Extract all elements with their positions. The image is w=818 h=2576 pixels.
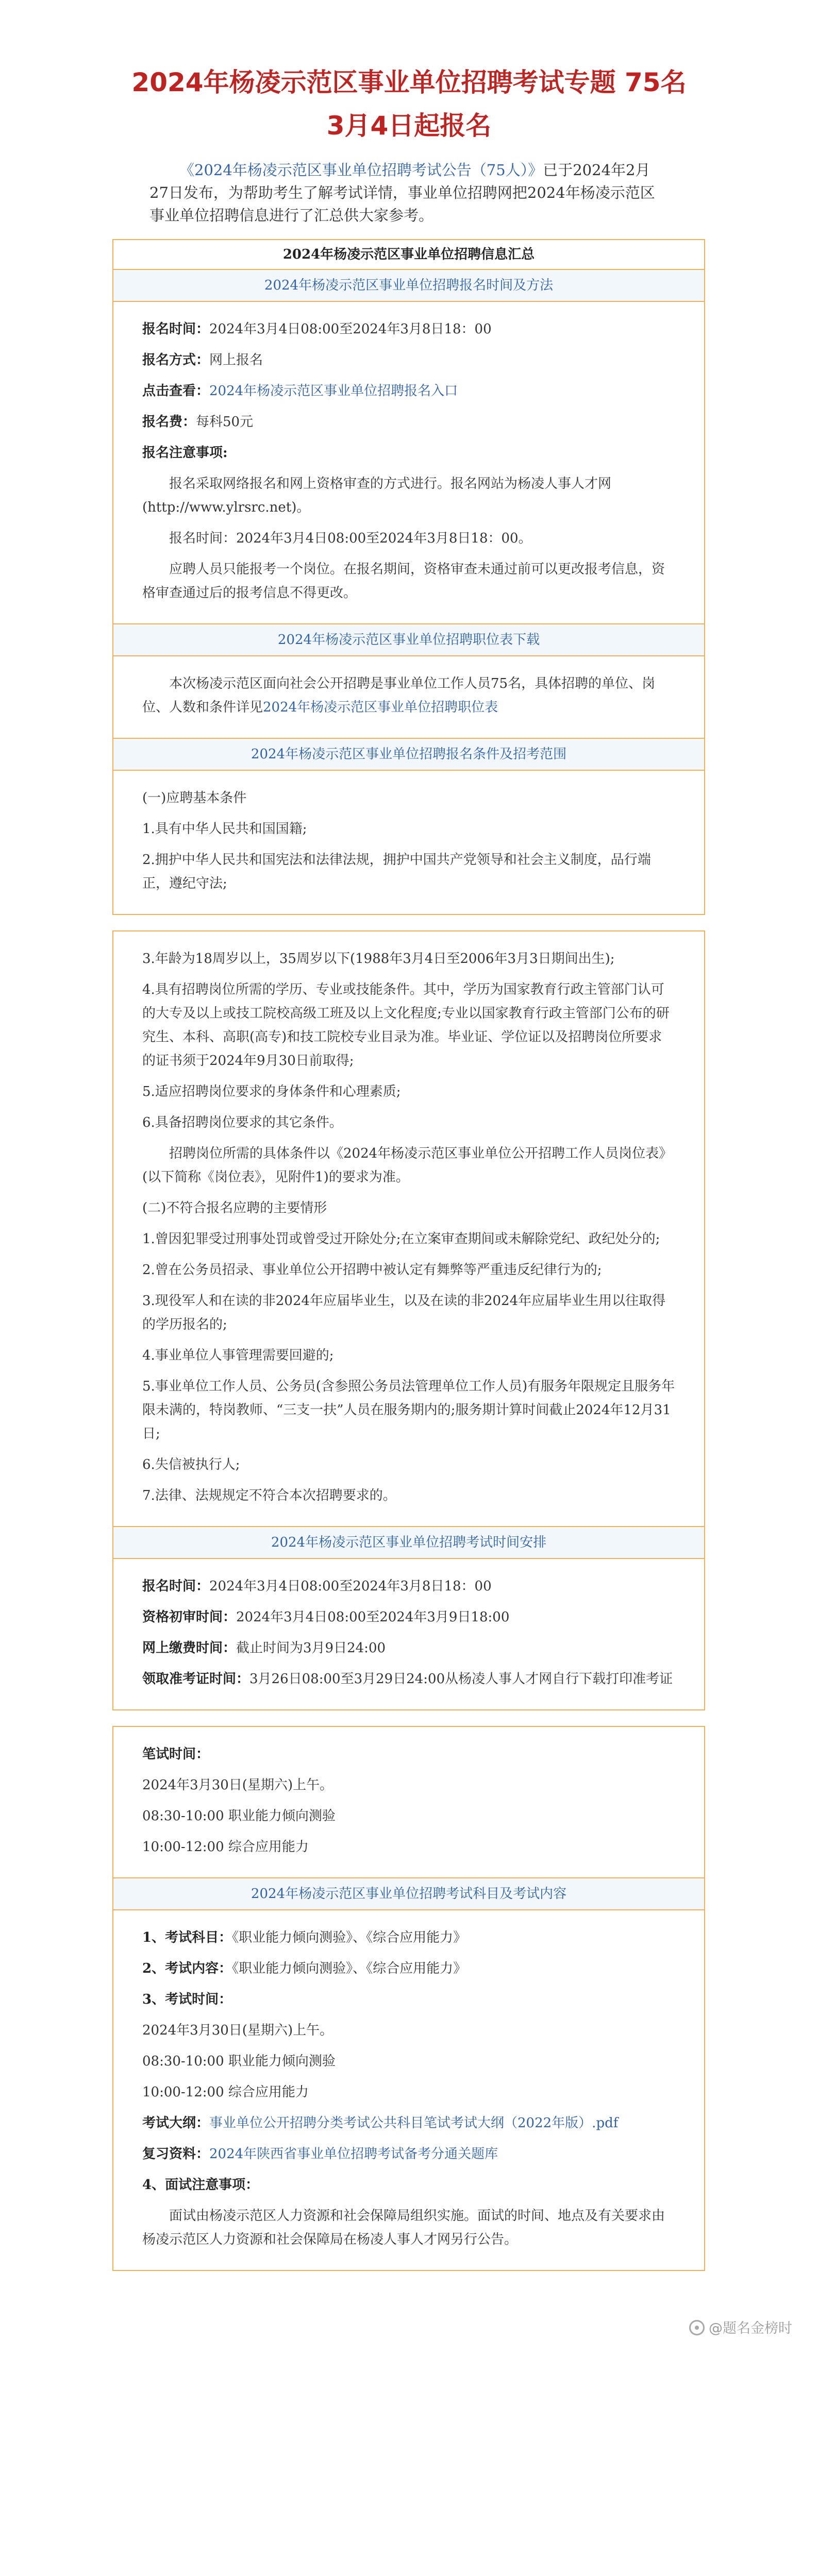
condition-detail: 招聘岗位所需的具体条件以《2024年杨凌示范区事业单位公开招聘工作人员岗位表》(以下简称《岗位表》，见附件1)的要求为准。	[142, 1146, 673, 1185]
watermark-text: @题名金榜时	[709, 2320, 792, 2336]
conditions-content	[113, 771, 704, 914]
schedule-admission-ticket: 领取准考证时间：3月26日08:00至3月29日24:00从杨凌人事人才网自行下载打印准考证	[142, 1671, 673, 1687]
condition-6: 6.具备招聘岗位要求的其它条件。	[142, 1115, 343, 1130]
schedule-payment: 网上缴费时间：截止时间为3月9日24:00	[142, 1640, 386, 1656]
registration-note-1: 报名采取网络报名和网上资格审查的方式进行。报名网站为杨凌人事人才网(http://www.ylrsrc.net)。	[142, 476, 612, 515]
page-title-line2: 3月4日起报名	[326, 111, 492, 141]
exam-content: 2、考试内容：《职业能力倾向测验》、《综合应用能力》	[142, 1961, 467, 1976]
exam-time-date: 2024年3月30日(星期六)上午。	[142, 2023, 333, 2038]
page-title-line1: 2024年杨凌示范区事业单位招聘考试专题 75名	[131, 67, 687, 97]
exclusions-title: (二)不符合报名应聘的主要情形	[142, 1200, 327, 1216]
conditions-title: (一)应聘基本条件	[142, 790, 247, 806]
exam-time-session-1: 08:30-10:00 职业能力倾向测验	[142, 2054, 336, 2069]
registration-notes-title: 报名注意事项:	[142, 445, 228, 461]
exclusion-6: 6.失信被执行人;	[142, 1457, 240, 1472]
exclusion-4: 4.事业单位人事管理需要回避的;	[142, 1348, 334, 1363]
condition-5: 5.适应招聘岗位要求的身体条件和心理素质;	[142, 1084, 401, 1099]
summary-header: 2024年杨凌示范区事业单位招聘信息汇总	[113, 240, 704, 270]
condition-2: 2.拥护中华人民共和国宪法和法律法规，拥护中国共产党领导和社会主义制度，品行端正，遵纪守法;	[142, 852, 651, 891]
registration-note-3: 应聘人员只能报考一个岗位。在报名期间，资格审查未通过前可以更改报考信息，资格审查通过后的报考信息不得更改。	[142, 562, 665, 601]
registration-method: 报名方式：网上报名	[142, 352, 263, 368]
interview-notes-title: 4、面试注意事项：	[142, 2177, 259, 2193]
written-exam-title: 笔试时间：	[142, 1747, 210, 1762]
page-title	[0, 0, 818, 147]
registration-time: 报名时间：2024年3月4日08:00至2024年3月8日18：00	[142, 321, 492, 337]
schedule-registration: 报名时间：2024年3月4日08:00至2024年3月8日18：00	[142, 1579, 492, 1594]
exclusion-2: 2.曾在公务员招录、事业单位公开招聘中被认定有舞弊等严重违反纪律行为的;	[142, 1262, 602, 1278]
condition-4: 4.具有招聘岗位所需的学历、专业或技能条件。其中，学历为国家教育行政主管部门认可的大专及以上或技工院校高级工班及以上文化程度;专业以国家教育行政主管部门公布的研究生、本科、高职(高专)和技工院校专业目录为准。毕业证、学位证以及招聘岗位所要求的证书须于2024年9月30日前取得;	[142, 982, 670, 1069]
written-exam-date: 2024年3月30日(星期六)上午。	[142, 1777, 333, 1793]
intro-paragraph	[149, 159, 669, 227]
registration-entry: 点击查看：2024年杨凌示范区事业单位招聘报名入口	[142, 383, 458, 399]
registration-entry-link[interactable]: 2024年杨凌示范区事业单位招聘报名入口	[209, 383, 458, 399]
schedule-review: 资格初审时间：2024年3月4日08:00至2024年3月9日18:00	[142, 1609, 510, 1625]
exclusion-5: 5.事业单位工作人员、公务员(含参照公务员法管理单位工作人员)有服务年限规定且服务年限未满的，特岗教师、“三支一扶”人员在服务期内的;服务期计算时间截止2024年12月31日;	[142, 1379, 675, 1442]
positions-table-link[interactable]: 2024年杨凌示范区事业单位招聘职位表	[263, 700, 498, 715]
exam-box	[112, 1726, 705, 2271]
exam-time-title: 3、考试时间：	[142, 1992, 232, 2007]
condition-3: 3.年龄为18周岁以上，35周岁以下(1988年3月4日至2006年3月3日期间出生);	[142, 951, 615, 967]
section-header-conditions: 2024年杨凌示范区事业单位招聘报名条件及招考范围	[113, 738, 704, 771]
announcement-link[interactable]: 《2024年杨凌示范区事业单位招聘考试公告（75人）》	[179, 161, 543, 179]
conditions-continued-box	[112, 930, 705, 1710]
exam-outline-link[interactable]: 事业单位公开招聘分类考试公共科目笔试考试大纲（2022年版）.pdf	[209, 2115, 619, 2131]
exclusion-3: 3.现役军人和在读的非2024年应届毕业生，以及在读的非2024年应届毕业生用以往取得的学历报名的;	[142, 1293, 666, 1332]
positions-paragraph: 本次杨凌示范区面向社会公开招聘是事业单位工作人员75名，具体招聘的单位、岗位、人数和条件详见2024年杨凌示范区事业单位招聘职位表	[142, 676, 656, 715]
registration-note-2: 报名时间：2024年3月4日08:00至2024年3月8日18：00。	[169, 531, 532, 546]
review-materials: 复习资料：2024年陕西省事业单位招聘考试备考分通关题库	[142, 2146, 498, 2162]
interview-notes-text: 面试由杨凌示范区人力资源和社会保障局组织实施。面试的时间、地点及有关要求由杨凌示范区人力资源和社会保障局在杨凌人事人才网另行公告。	[142, 2208, 665, 2247]
condition-1: 1.具有中华人民共和国国籍;	[142, 821, 307, 837]
watermark	[689, 2317, 792, 2337]
schedule-content	[113, 1559, 704, 1709]
written-exam-session-1: 08:30-10:00 职业能力倾向测验	[142, 1808, 336, 1824]
exam-outline: 考试大纲：事业单位公开招聘分类考试公共科目笔试考试大纲（2022年版）.pdf	[142, 2115, 619, 2131]
info-summary-box	[112, 239, 705, 915]
section-header-subjects: 2024年杨凌示范区事业单位招聘考试科目及考试内容	[113, 1877, 704, 1910]
section-header-registration: 2024年杨凌示范区事业单位招聘报名时间及方法	[113, 270, 704, 302]
registration-content	[113, 302, 704, 623]
exclusion-1: 1.曾因犯罪受过刑事处罚或曾受过开除处分;在立案审查期间或未解除党纪、政纪处分的;	[142, 1231, 660, 1247]
conditions-continued-content	[113, 931, 704, 1526]
intro-text: 已于2024年2月27日发布，为帮助考生了解考试详情，事业单位招聘网把2024年杨凌示范区事业单位招聘信息进行了汇总供大家参考。	[149, 161, 655, 224]
section-header-schedule: 2024年杨凌示范区事业单位招聘考试时间安排	[113, 1526, 704, 1559]
subjects-content	[113, 1910, 704, 2270]
written-exam-content	[113, 1727, 704, 1877]
positions-content	[113, 656, 704, 738]
registration-fee: 报名费：每科50元	[142, 414, 254, 430]
written-exam-session-2: 10:00-12:00 综合应用能力	[142, 1839, 309, 1855]
section-header-positions: 2024年杨凌示范区事业单位招聘职位表下载	[113, 623, 704, 656]
weibo-icon	[689, 2320, 705, 2335]
exam-subjects: 1、考试科目：《职业能力倾向测验》、《综合应用能力》	[142, 1930, 467, 1945]
review-materials-link[interactable]: 2024年陕西省事业单位招聘考试备考分通关题库	[209, 2146, 498, 2162]
exam-time-session-2: 10:00-12:00 综合应用能力	[142, 2084, 309, 2100]
exclusion-7: 7.法律、法规规定不符合本次招聘要求的。	[142, 1488, 396, 1503]
